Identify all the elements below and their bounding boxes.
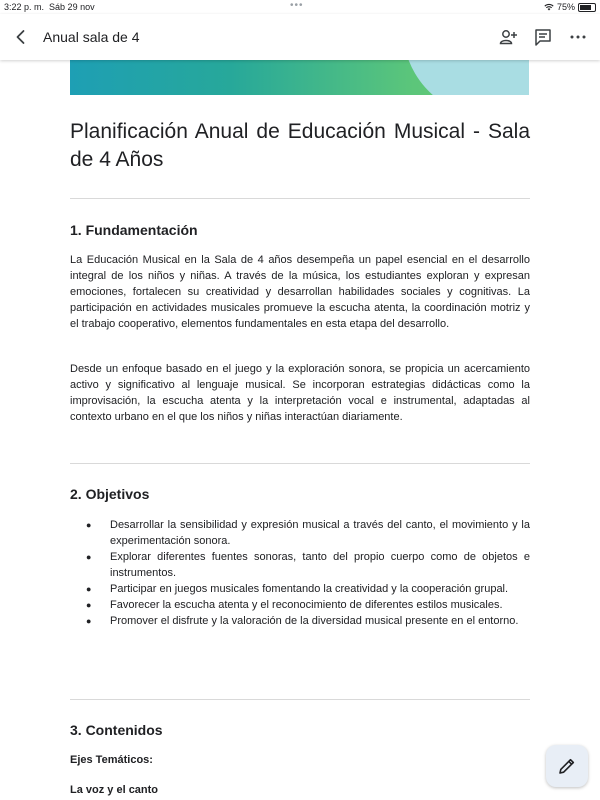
document-heading: Planificación Anual de Educación Musical - Sala de 4 Años	[70, 120, 530, 171]
subheading-ejes-tematicos: Ejes Temáticos:	[70, 754, 153, 766]
status-time: 3:22 p. m.	[4, 2, 45, 12]
list-item: ● Promover el disfrute y la valoración de la diversidad musical presente en el entorno.	[70, 613, 530, 629]
status-time-date	[4, 2, 95, 12]
edit-pencil-icon	[556, 755, 578, 777]
list-item: ● Favorecer la escucha atenta y el reconocimiento de diferentes estilos musicales.	[70, 597, 530, 613]
subheading-voz-canto: La voz y el canto	[70, 784, 159, 796]
fundamentacion-paragraph-1: La Educación Musical en la Sala de 4 años desempeña un papel esencial en el desarrollo integral de los niños y niñas. A través de la música, los estudiantes exploran y expresan emociones, fortalecen su creatividad y desarrollan habilidades sociales y cognitivas. La participación en actividades musicales promueve la escucha atenta, la coordinación motriz y el trabajo cooperativo, elementos fundamentales en esta etapa del desarrollo.	[70, 254, 530, 330]
status-indicators	[544, 2, 596, 12]
section-heading-objetivos: 2. Objetivos	[70, 486, 150, 502]
list-item: ● Desarrollar la sensibilidad y expresión musical a través del canto, el movimiento y la experimentación sonora.	[70, 517, 530, 549]
status-date: Sáb 29 nov	[49, 2, 95, 12]
section-heading-fundamentacion: 1. Fundamentación	[70, 222, 198, 238]
status-bar	[0, 0, 600, 14]
edit-fab-button[interactable]	[546, 745, 588, 787]
comment-icon[interactable]	[532, 26, 554, 48]
header-banner-image	[70, 60, 529, 95]
list-item: ● Explorar diferentes fuentes sonoras, tanto del propio cuerpo como de objetos e instrumentos.	[70, 549, 530, 581]
objectives-list	[70, 517, 530, 629]
wifi-icon	[544, 3, 554, 11]
document-canvas[interactable]	[0, 60, 600, 800]
document-title: Anual sala de 4	[43, 29, 140, 45]
fundamentacion-paragraph-2: Desde un enfoque basado en el juego y la exploración sonora, se propicia un acercamiento activo y significativo al lenguaje musical. Se incorporan estrategias didácticas como la improvisación, la escucha atenta y la interpretación vocal e instrumental, adaptadas al contexto urbano en el que los niños y niñas interactúan diariamente.	[70, 363, 530, 423]
section-divider	[70, 699, 530, 700]
objectives-list-container	[70, 517, 530, 629]
banner-decoration	[403, 60, 529, 95]
app-bar	[0, 14, 600, 60]
multitasking-dots-icon[interactable]: •••	[290, 0, 304, 11]
back-arrow-icon[interactable]	[10, 26, 32, 48]
section-heading-contenidos: 3. Contenidos	[70, 722, 163, 738]
section-divider	[70, 198, 530, 199]
list-item: ● Participar en juegos musicales fomentando la creatividad y la cooperación grupal.	[70, 581, 530, 597]
battery-icon	[578, 3, 596, 12]
battery-percent: 75%	[556, 2, 575, 12]
battery-level-fill	[580, 5, 591, 10]
more-options-icon[interactable]	[567, 26, 589, 48]
section-divider	[70, 463, 530, 464]
add-person-icon[interactable]	[497, 26, 519, 48]
